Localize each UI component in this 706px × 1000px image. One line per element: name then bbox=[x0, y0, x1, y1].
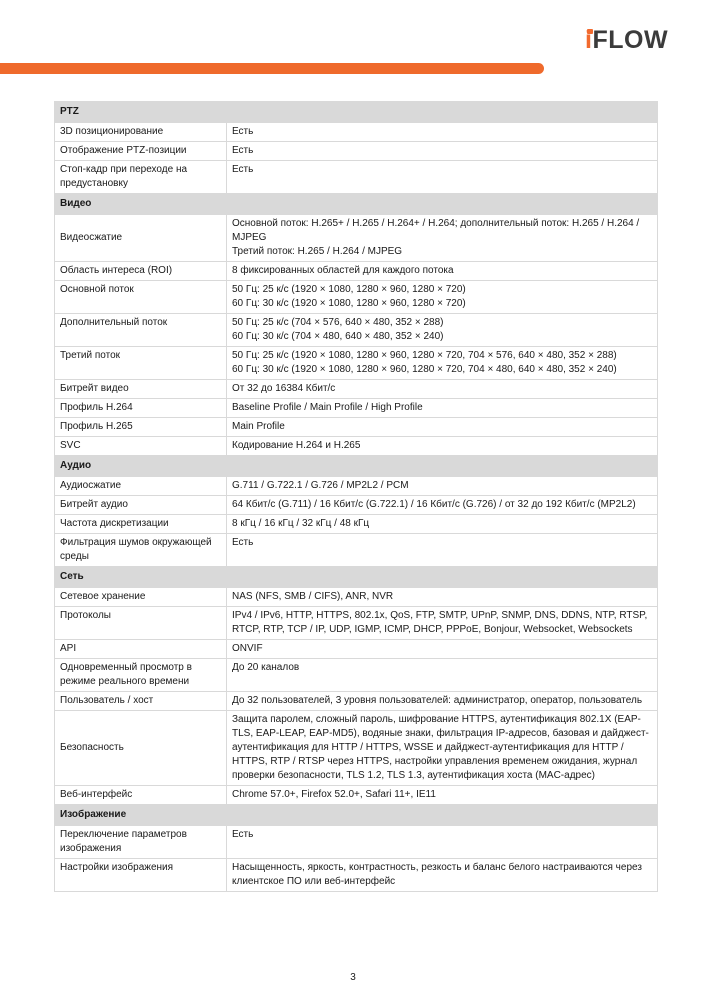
table-row bbox=[55, 477, 658, 496]
section-title: Изображение bbox=[55, 805, 658, 826]
table-row bbox=[55, 859, 658, 892]
spec-value: Насыщенность, яркость, контрастность, резкость и баланс белого настраиваются через клиентское ПО или веб-интерфейс bbox=[227, 859, 658, 892]
spec-name: Протоколы bbox=[55, 607, 227, 640]
spec-value: IPv4 / IPv6, HTTP, HTTPS, 802.1x, QoS, FTP, SMTP, UPnP, SNMP, DNS, DDNS, NTP, RTSP, RTCP, RTP, TCP / IP, UDP, IGMP, ICMP, DHCP, PPPoE, Bonjour, Websocket, Websockets bbox=[227, 607, 658, 640]
section-header bbox=[55, 102, 658, 123]
spec-value: Chrome 57.0+, Firefox 52.0+, Safari 11+, IE11 bbox=[227, 786, 658, 805]
spec-name: Область интереса (ROI) bbox=[55, 262, 227, 281]
spec-name: Частота дискретизации bbox=[55, 515, 227, 534]
table-row bbox=[55, 418, 658, 437]
spec-value: 64 Кбит/с (G.711) / 16 Кбит/с (G.722.1) / 16 Кбит/с (G.726) / от 32 до 192 Кбит/с (MP2L2) bbox=[227, 496, 658, 515]
spec-value: Кодирование H.264 и H.265 bbox=[227, 437, 658, 456]
table-row bbox=[55, 711, 658, 786]
spec-value: ONVIF bbox=[227, 640, 658, 659]
table-row bbox=[55, 826, 658, 859]
table-row bbox=[55, 262, 658, 281]
spec-name: Настройки изображения bbox=[55, 859, 227, 892]
logo-i: i bbox=[585, 26, 593, 54]
spec-value: Baseline Profile / Main Profile / High Profile bbox=[227, 399, 658, 418]
spec-value: 50 Гц: 25 к/с (704 × 576, 640 × 480, 352 × 288) 60 Гц: 30 к/с (704 × 480, 640 × 480, 352 × 240) bbox=[227, 314, 658, 347]
table-row bbox=[55, 215, 658, 262]
table-row bbox=[55, 640, 658, 659]
spec-name: SVC bbox=[55, 437, 227, 456]
table-row bbox=[55, 437, 658, 456]
section-header bbox=[55, 567, 658, 588]
spec-value: Есть bbox=[227, 826, 658, 859]
section-header bbox=[55, 194, 658, 215]
spec-value: От 32 до 16384 Кбит/с bbox=[227, 380, 658, 399]
table-row bbox=[55, 496, 658, 515]
spec-table bbox=[54, 101, 658, 892]
table-row bbox=[55, 692, 658, 711]
spec-name: Фильтрация шумов окружающей среды bbox=[55, 534, 227, 567]
logo-text: FLOW bbox=[592, 26, 669, 54]
section-title: Видео bbox=[55, 194, 658, 215]
table-row bbox=[55, 123, 658, 142]
table-row bbox=[55, 380, 658, 399]
spec-name: Переключение параметров изображения bbox=[55, 826, 227, 859]
section-header bbox=[55, 805, 658, 826]
spec-name: Пользователь / хост bbox=[55, 692, 227, 711]
page-number: 3 bbox=[350, 972, 356, 983]
spec-name: Видеосжатие bbox=[55, 215, 227, 262]
spec-value: Есть bbox=[227, 142, 658, 161]
spec-value: Защита паролем, сложный пароль, шифрование HTTPS, аутентификация 802.1X (EAP-TLS, EAP-LEAP, EAP-MD5), водяные знаки, фильтрация IP-адресов, базовая и дайджест-аутентификация для HTTP / HTTPS, WSSE и дайджест-аутентификация для HTTP / HTTPS, RTP / RTSP через HTTPS, настройки управления временем ожидания, журнал проверки безопасности, TLS 1.2, TLS 1.3, аутентификация хоста (MAC-адрес) bbox=[227, 711, 658, 786]
table-row bbox=[55, 142, 658, 161]
spec-name: Аудиосжатие bbox=[55, 477, 227, 496]
spec-value: G.711 / G.722.1 / G.726 / MP2L2 / PCM bbox=[227, 477, 658, 496]
spec-name: Стоп-кадр при переходе на предустановку bbox=[55, 161, 227, 194]
spec-value: 8 кГц / 16 кГц / 32 кГц / 48 кГц bbox=[227, 515, 658, 534]
spec-value: Есть bbox=[227, 534, 658, 567]
table-row bbox=[55, 588, 658, 607]
table-row bbox=[55, 786, 658, 805]
section-title: PTZ bbox=[55, 102, 658, 123]
table-row bbox=[55, 161, 658, 194]
spec-name: Безопасность bbox=[55, 711, 227, 786]
section-title: Аудио bbox=[55, 456, 658, 477]
table-row bbox=[55, 347, 658, 380]
table-row bbox=[55, 534, 658, 567]
spec-name: Профиль H.265 bbox=[55, 418, 227, 437]
table-row bbox=[55, 515, 658, 534]
spec-name: Одновременный просмотр в режиме реального времени bbox=[55, 659, 227, 692]
spec-value: 8 фиксированных областей для каждого потока bbox=[227, 262, 658, 281]
spec-name: Профиль H.264 bbox=[55, 399, 227, 418]
spec-value: До 20 каналов bbox=[227, 659, 658, 692]
spec-value: Есть bbox=[227, 123, 658, 142]
table-row bbox=[55, 399, 658, 418]
spec-name: Веб-интерфейс bbox=[55, 786, 227, 805]
spec-name: Дополнительный поток bbox=[55, 314, 227, 347]
table-row bbox=[55, 607, 658, 640]
spec-value: Main Profile bbox=[227, 418, 658, 437]
spec-name: 3D позиционирование bbox=[55, 123, 227, 142]
spec-name: Основной поток bbox=[55, 281, 227, 314]
table-row bbox=[55, 314, 658, 347]
spec-value: До 32 пользователей, 3 уровня пользователей: администратор, оператор, пользователь bbox=[227, 692, 658, 711]
spec-value: 50 Гц: 25 к/с (1920 × 1080, 1280 × 960, 1280 × 720) 60 Гц: 30 к/с (1920 × 1080, 1280 × 960, 1280 × 720) bbox=[227, 281, 658, 314]
table-row bbox=[55, 659, 658, 692]
table-row bbox=[55, 281, 658, 314]
spec-value: 50 Гц: 25 к/с (1920 × 1080, 1280 × 960, 1280 × 720, 704 × 576, 640 × 480, 352 × 288) 60 Гц: 30 к/с (1920 × 1080, 1280 × 960, 1280 × 720, 704 × 480, 640 × 480, 352 × 240) bbox=[227, 347, 658, 380]
section-title: Сеть bbox=[55, 567, 658, 588]
brand-logo bbox=[585, 27, 668, 53]
spec-name: Отображение PTZ-позиции bbox=[55, 142, 227, 161]
spec-name: Битрейт видео bbox=[55, 380, 227, 399]
spec-value: NAS (NFS, SMB / CIFS), ANR, NVR bbox=[227, 588, 658, 607]
spec-value: Есть bbox=[227, 161, 658, 194]
spec-name: Битрейт аудио bbox=[55, 496, 227, 515]
spec-name: API bbox=[55, 640, 227, 659]
section-header bbox=[55, 456, 658, 477]
spec-name: Третий поток bbox=[55, 347, 227, 380]
spec-value: Основной поток: H.265+ / H.265 / H.264+ / H.264; дополнительный поток: H.265 / H.264 / MJPEG Третий поток: H.265 / H.264 / MJPEG bbox=[227, 215, 658, 262]
spec-name: Сетевое хранение bbox=[55, 588, 227, 607]
header-accent-bar bbox=[0, 63, 544, 74]
